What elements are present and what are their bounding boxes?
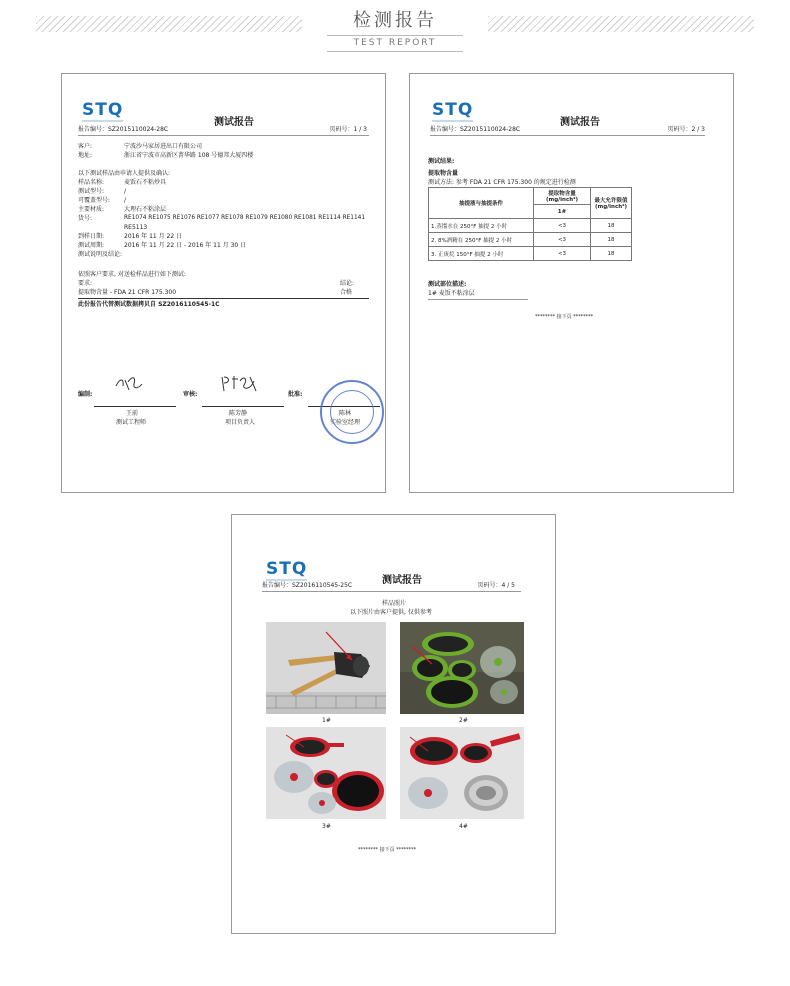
- sample-photo-4: [400, 727, 524, 819]
- table-cell-value: <3: [534, 247, 591, 261]
- row-value: 2016 年 11 月 22 日 - 2016 年 11 月 30 日: [124, 242, 247, 249]
- address-value: 浙江省宁波市高新区菁华路 108 号德邦大厦四楼: [124, 152, 254, 159]
- table-row: [429, 233, 632, 247]
- report-page-3: [231, 514, 556, 934]
- signer-name: 陈林: [339, 410, 352, 417]
- test-method: 测试方法: 参考 FDA 21 CFR 175.300 的规定进行检测: [428, 179, 576, 186]
- column-header-extract-line1: 提取物含量: [548, 191, 576, 197]
- results-heading: 测试结果:: [428, 158, 455, 165]
- photos-note: 以下照片由客户提供, 仅供参考: [350, 609, 432, 616]
- row-label: 测试说明及结论:: [78, 251, 123, 258]
- signature-line-1: [94, 406, 176, 407]
- report-page-1: [61, 73, 386, 493]
- conclusion-rule: [78, 298, 369, 299]
- page-number: 页码号：1 / 3: [329, 126, 367, 133]
- row-label: 测试型号:: [78, 188, 105, 195]
- column-header-limit-line2: (mg/inch²): [594, 204, 628, 210]
- photo-caption: 1#: [322, 717, 331, 724]
- photo-caption: 3#: [322, 823, 331, 830]
- requirement-value: 提取物含量 - FDA 21 CFR 175.300: [78, 289, 177, 296]
- row-value: 麦饭石不粘炒具: [124, 179, 167, 186]
- report-title: 测试报告: [214, 117, 254, 128]
- row-value: 大理石不粘涂层: [124, 206, 167, 213]
- table-cell-condition: 1.蒸馏水在 250°F 抽提 2 小时: [429, 219, 534, 233]
- title-rule: [430, 135, 705, 136]
- row-value: 2016 年 11 月 22 日: [124, 233, 183, 240]
- subheading-divider: [327, 51, 463, 52]
- table-cell-condition: 3. 正庚烷 150°F 抽提 2 小时: [429, 247, 534, 261]
- signature-1: [114, 374, 144, 394]
- signature-2: [220, 373, 260, 395]
- row-value: RE1074 RE1075 RE1076 RE1077 RE1078 RE1079 RE1080 RE1081 RE1114 RE1141: [124, 215, 366, 221]
- row-label: 主要材质:: [78, 206, 105, 213]
- table-cell-condition: 2. 8%酒精在 250°F 抽提 2 小时: [429, 233, 534, 247]
- photo-caption: 4#: [459, 823, 468, 830]
- title-rule: [78, 135, 369, 136]
- signature-line-2: [202, 406, 284, 407]
- page-heading: 检测报告: [353, 10, 437, 31]
- signer-name: 陈芳静: [229, 410, 248, 417]
- row-label: 到样日期:: [78, 233, 105, 240]
- photos-heading: 样品照片: [382, 600, 407, 607]
- next-page-note: ******** 接下页 ********: [535, 314, 594, 320]
- report-title: 测试报告: [382, 575, 422, 586]
- conclusion-value: 合格: [340, 289, 353, 296]
- sample-photo-3: [266, 727, 386, 819]
- sample-photo-2: [400, 622, 524, 714]
- row-value: RE5113: [124, 224, 148, 231]
- table-row: [429, 219, 632, 233]
- table-cell-value: <3: [534, 219, 591, 233]
- row-label: 测试周期:: [78, 242, 105, 249]
- stq-logo: STQ: [266, 559, 308, 579]
- page-subheading: TEST REPORT: [353, 38, 437, 48]
- part-value: 1# 麦饭不粘涂层: [428, 290, 475, 297]
- report-page-2: [409, 73, 734, 493]
- reissue-note: 此份报告代替测试数据拷贝自 SZ2016110545-1C: [78, 301, 220, 308]
- column-header-extract-line2: (mg/inch²): [545, 197, 579, 203]
- signer-role: 测试工程师: [116, 419, 147, 426]
- page-number: 页码号：2 / 3: [667, 126, 705, 133]
- client-label: 客户:: [78, 143, 93, 150]
- table-cell-value: <3: [534, 233, 591, 247]
- extract-heading: 提取物含量: [428, 170, 459, 177]
- column-header-extract: [534, 188, 591, 205]
- stq-logo: STQ: [82, 100, 124, 120]
- heading-divider: [327, 35, 463, 36]
- part-rule: [428, 299, 528, 300]
- sign-approve-label: 批准:: [288, 391, 303, 398]
- photo-caption: 2#: [459, 717, 468, 724]
- column-header-condition: 抽提液与抽提条件: [429, 188, 534, 219]
- row-value: /: [124, 188, 127, 195]
- address-label: 地址:: [78, 152, 93, 159]
- table-cell-limit: 18: [591, 233, 632, 247]
- table-row: [429, 247, 632, 261]
- part-heading: 测试部位描述:: [428, 281, 467, 288]
- report-number: 报告编号：SZ2016110545-25C: [262, 582, 353, 589]
- page-number: 页码号：4 / 5: [477, 582, 515, 589]
- results-table: [428, 187, 632, 261]
- table-cell-limit: 18: [591, 247, 632, 261]
- row-value: /: [124, 197, 127, 204]
- client-value: 宁波沙马家居进出口有限公司: [124, 143, 203, 150]
- table-cell-limit: 18: [591, 219, 632, 233]
- report-number: 报告编号：SZ2015110024-28C: [430, 126, 521, 133]
- report-title: 测试报告: [560, 117, 600, 128]
- requirement-label: 要求:: [78, 280, 93, 287]
- signer-role: 实验室经理: [330, 419, 361, 426]
- stq-logo: STQ: [432, 100, 474, 120]
- row-label: 可覆盖型号:: [78, 197, 111, 204]
- column-subheader-sample: 1#: [534, 205, 591, 219]
- title-rule: [262, 591, 521, 592]
- next-page-note: ******** 接下页 ********: [358, 847, 417, 853]
- sign-edit-label: 编制:: [78, 391, 93, 398]
- signer-name: 王前: [126, 410, 139, 417]
- row-label: 样品名称:: [78, 179, 105, 186]
- signer-role: 项目负责人: [225, 419, 256, 426]
- test-basis: 依照客户要求, 对送检样品进行如下测试:: [78, 271, 186, 278]
- conclusion-label: 结论:: [340, 280, 355, 287]
- sample-intro: 以下测试样品由申请人提供及确认:: [78, 170, 171, 177]
- lab-stamp-seal: [320, 380, 384, 444]
- sample-photo-1: [266, 622, 386, 714]
- row-label: 货号:: [78, 215, 93, 222]
- column-header-limit-line1: 最大允许限值: [594, 198, 628, 204]
- sign-review-label: 审核:: [183, 391, 198, 398]
- column-header-limit: [591, 188, 632, 219]
- report-number: 报告编号：SZ2015110024-28C: [78, 126, 169, 133]
